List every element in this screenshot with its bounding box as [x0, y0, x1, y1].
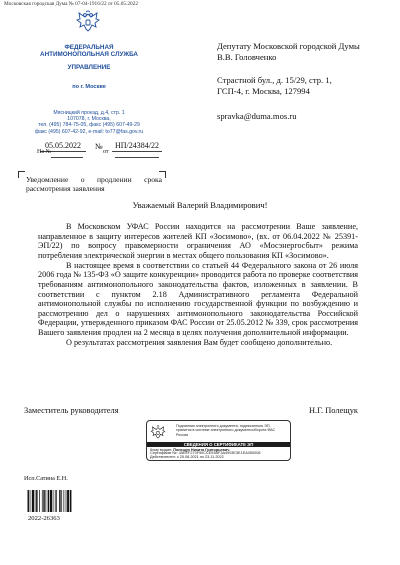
double-headed-eagle-icon — [150, 425, 166, 440]
executor-name: Исп.Сатина Е.Н. — [24, 475, 68, 482]
barcode-bar — [36, 490, 37, 512]
barcode-bar — [56, 490, 57, 512]
barcode-bar — [59, 490, 60, 512]
barcode-number: 2022-26363 — [28, 515, 60, 522]
reply-to-number-field — [51, 149, 83, 158]
reply-to-number-label: На № — [37, 149, 52, 155]
letter-subject: Уведомление о продлении срока рассмотрения заявления — [26, 175, 162, 193]
address-line: факс (495) 607-42-92, e-mail: to77@fas.gov.ru — [34, 128, 144, 135]
e-signature-stamp — [146, 420, 291, 461]
e-signature-owner: Полещук Никита Григорьевич — [173, 447, 230, 452]
barcode-bar — [53, 490, 54, 512]
e-signature-header: СВЕДЕНИЯ О СЕРТИФИКАТЕ ЭП — [147, 442, 290, 448]
e-signature-valid-row — [150, 456, 288, 460]
recipient-line: Депутату Московской городской Думы — [217, 41, 360, 51]
e-signature-details — [150, 449, 288, 460]
barcode-bar — [50, 490, 52, 512]
barcode-bar — [30, 490, 31, 512]
department-line: УПРАВЛЕНИЕ — [67, 64, 111, 71]
recipient-email: spravka@duma.mos.ru — [217, 111, 297, 121]
recipient-name — [217, 41, 360, 63]
barcode-bar — [28, 490, 29, 512]
registration-stamp-header: Московская городская Дума № 07-04-1916/22 от 05.05.2022 — [4, 1, 138, 7]
barcode-bar — [48, 490, 49, 512]
barcode-bar — [61, 490, 62, 512]
greeting: Уважаемый Валерий Владимирович! — [132, 200, 268, 210]
barcode-bar — [42, 490, 43, 512]
subject-corner-mark — [18, 171, 25, 178]
barcode-bar — [64, 490, 65, 512]
recipient-address — [217, 75, 332, 97]
barcode-bar — [32, 490, 34, 512]
address-line: Мясницкий проезд, д.4, стр. 1 — [53, 110, 125, 116]
body-paragraph: О результатах рассмотрения заявления Вам будет сообщено дополнительно. — [66, 338, 333, 348]
body-paragraph: В настоящее время в соответствии со статьей 44 Федерального закона от 26 июля 2006 года № 135-ФЗ «О защите конкуренции» проводится работа по проверке соответствия требованиям антимонопольного законодательства фактов, изложенных в заявлении. В соответствии с пунктом 2.18 Административного регламента Федеральной антимонопольной службы по исполнению государственной функции по возбуждению и рассмотрению дел о нарушениях антимонопольного законодательства Российской Федерации, утвержденного приказом ФАС России от 25.05.2012 № 339, срок рассмотрения Вашего заявления продлен на 2 месяца в целях получения дополнительной информации. — [38, 260, 358, 338]
barcode-bar — [55, 490, 56, 512]
barcode-bar — [35, 490, 36, 512]
org-address — [24, 110, 154, 135]
recipient-line: В.В. Головченко — [217, 52, 277, 62]
org-name — [24, 44, 154, 59]
body-paragraph: В Московском УФАС России находится на рассмотрении Ваше заявление, направленное в защиту интересов жителей КП «Зосимово», (вх. от 06.04.2022 № 25391-ЭП/22) по вопросу правомерности ограничения АО «Мосэнергосбыт» режима потребления электрической энергии в местах общего пользования КП «Зосимово». — [38, 222, 358, 260]
double-headed-eagle-icon — [75, 10, 101, 34]
barcode-bar — [46, 490, 47, 512]
outgoing-number-label: № — [95, 142, 103, 151]
e-signature-note: Подлинник электронного документа, подписанного ЭП, хранится в системе электронного документооборота ФАС России — [176, 424, 276, 437]
barcode-bar — [39, 490, 40, 512]
outgoing-number: НП/24384/22 — [112, 141, 162, 152]
outgoing-date: 05.05.2022 — [40, 141, 86, 152]
e-signature-valid-label: Действителен: — [150, 455, 176, 460]
e-signature-owner-label: Кому выдан: — [150, 447, 173, 452]
reply-to-date-label: от — [103, 149, 109, 155]
e-signature-cert: 45EEF270F90CCE93BF3A4903E3E1EA050008 — [178, 451, 261, 456]
barcode-bar — [66, 490, 67, 512]
barcode — [27, 490, 87, 512]
signatory-position: Заместитель руководителя — [24, 406, 119, 415]
signatory-name: Н.Г. Полещук — [309, 406, 358, 415]
barcode-bar — [67, 490, 69, 512]
address-line: тел. (495) 784-75-05, факс (495) 607-49-29 — [38, 122, 140, 129]
reply-to-date-field — [115, 149, 159, 158]
letter-body — [38, 222, 358, 348]
department-line: по г. Москве — [72, 84, 106, 90]
e-signature-valid: с 25.08.2021 по 23.11.2022 — [176, 455, 224, 460]
e-signature-cert-label: Сертификат №: — [150, 451, 178, 456]
org-name-line: АНТИМОНОПОЛЬНАЯ СЛУЖБА — [40, 51, 138, 59]
address-line: 107078, г. Москва, — [67, 116, 111, 123]
barcode-bar — [70, 490, 71, 512]
recipient-address-line: ГСП-4, г. Москва, 127994 — [217, 86, 310, 96]
barcode-bar — [43, 490, 44, 512]
org-name-line: ФЕДЕРАЛЬНАЯ — [64, 44, 114, 51]
department-name — [24, 64, 154, 71]
recipient-address-line: Страстной бул., д. 15/29, стр. 1, — [217, 75, 332, 85]
department-city — [24, 84, 154, 91]
